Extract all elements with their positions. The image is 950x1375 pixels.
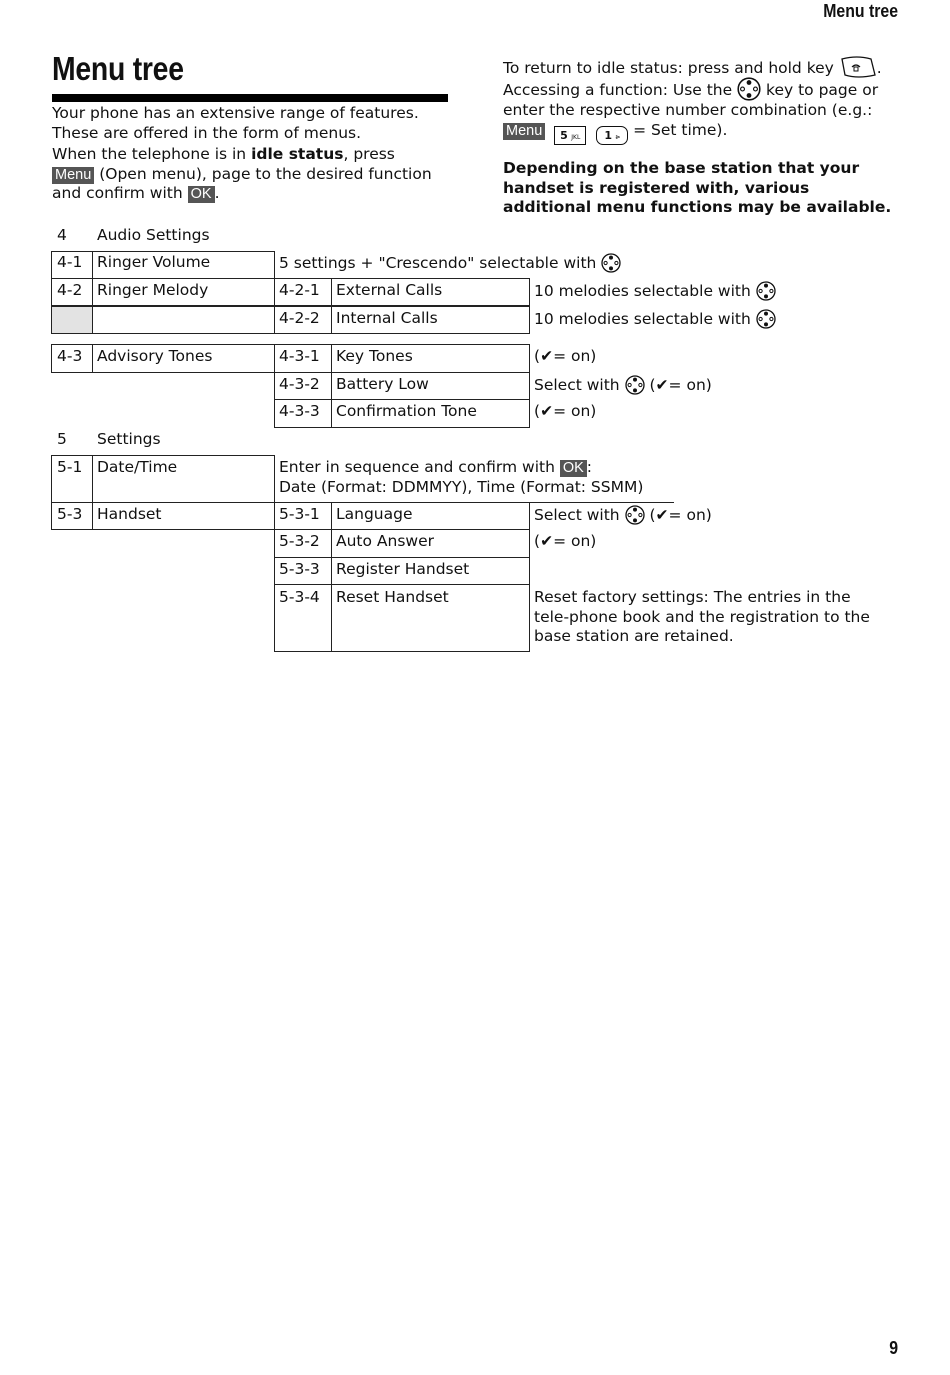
menu-label: Reset Handset (336, 588, 449, 606)
menu-description: (✔= on) (534, 402, 597, 420)
menu-description: 10 melodies selectable with (534, 309, 776, 330)
menu-description: (✔= on) (534, 347, 597, 365)
menu-description: (✔= on) (534, 532, 597, 550)
menu-number: 5-3-1 (279, 505, 320, 523)
menu-label: Internal Calls (336, 309, 438, 327)
navigation-key-icon (625, 375, 645, 395)
navigation-key-icon (756, 309, 776, 329)
menu-label: Key Tones (336, 347, 413, 365)
menu-number: 4-2-2 (279, 309, 320, 327)
menu-label: Date/Time (97, 458, 178, 476)
menu-description: Select with (✔= on) (534, 376, 712, 394)
menu-description: Select with (✔= on) (534, 506, 712, 524)
menu-number: 4-3-1 (279, 347, 320, 365)
end-call-key-icon (839, 55, 877, 79)
menu-softkey: Menu (52, 167, 94, 184)
menu-number: 5-3-4 (279, 588, 320, 606)
menu-label: Register Handset (336, 560, 470, 578)
intro-paragraph-1: Your phone has an extensive range of features. These are offered in the form of menus. (52, 104, 419, 142)
checkmark-icon: ✔ (655, 506, 669, 524)
menu-label: Confirmation Tone (336, 402, 477, 420)
section-label: Audio Settings (97, 226, 210, 244)
menu-number: 5-3 (57, 505, 83, 523)
menu-number: 4-2 (57, 281, 83, 299)
menu-number: 4-3 (57, 347, 83, 365)
section-label: Settings (97, 430, 161, 448)
digit-1-key-icon: 1 ⩺ (596, 126, 628, 145)
menu-description: Reset factory settings: The entries in the tele-phone book and the registration to the base station are retained. (534, 588, 870, 645)
menu-label: Battery Low (336, 375, 429, 393)
menu-number: 5-3-3 (279, 560, 320, 578)
menu-number: 4-3-3 (279, 402, 320, 420)
menu-description: 10 melodies selectable with (534, 281, 776, 302)
ok-softkey: OK (560, 460, 587, 477)
menu-label: Ringer Volume (97, 253, 211, 271)
page-title: Menu tree (52, 50, 184, 87)
menu-description: 5 settings + "Crescendo" selectable with (279, 253, 621, 274)
menu-number: 5-3-2 (279, 532, 320, 550)
checkmark-icon: ✔ (540, 402, 554, 420)
menu-label: Ringer Melody (97, 281, 209, 299)
menu-label: Advisory Tones (97, 347, 213, 365)
section-number: 5 (57, 430, 67, 448)
navigation-key-icon (625, 505, 645, 525)
checkmark-icon: ✔ (540, 532, 554, 550)
digit-5-key-icon: 5 JKL (554, 126, 586, 145)
navigation-key-icon (756, 281, 776, 301)
menu-label: Language (336, 505, 413, 523)
menu-label: External Calls (336, 281, 443, 299)
additional-functions-note: Depending on the base station that your handset is registered with, various additional menu functions may be available. (503, 159, 892, 216)
navigation-key-icon (601, 253, 621, 273)
ok-softkey: OK (188, 186, 215, 203)
menu-number: 4-2-1 (279, 281, 320, 299)
menu-number: 4-3-2 (279, 375, 320, 393)
intro-paragraph-2: When the telephone is in idle status, press Menu (Open menu), page to the desired function and confirm with OK . (52, 145, 432, 202)
running-header: Menu tree (823, 1, 898, 21)
checkmark-icon: ✔ (655, 376, 669, 394)
title-rule (52, 94, 448, 102)
right-paragraph-2: Accessing a function: Use the key to page or enter the respective number combination (e.g.: Menu 5 JKL 1 ⩺ = Set time). (503, 77, 898, 145)
checkmark-icon: ✔ (540, 347, 554, 365)
section-number: 4 (57, 226, 67, 244)
menu-label: Auto Answer (336, 532, 435, 550)
menu-number: 4-1 (57, 253, 83, 271)
navigation-key-icon (737, 77, 761, 101)
menu-label: Handset (97, 505, 162, 523)
page-number: 9 (889, 1338, 898, 1358)
menu-description: Enter in sequence and confirm with OK : Date (Format: DDMMYY), Time (Format: SSMM) (279, 458, 644, 496)
menu-softkey: Menu (503, 123, 545, 140)
right-paragraph-1: To return to idle status: press and hold key . (503, 55, 898, 79)
menu-number: 5-1 (57, 458, 83, 476)
